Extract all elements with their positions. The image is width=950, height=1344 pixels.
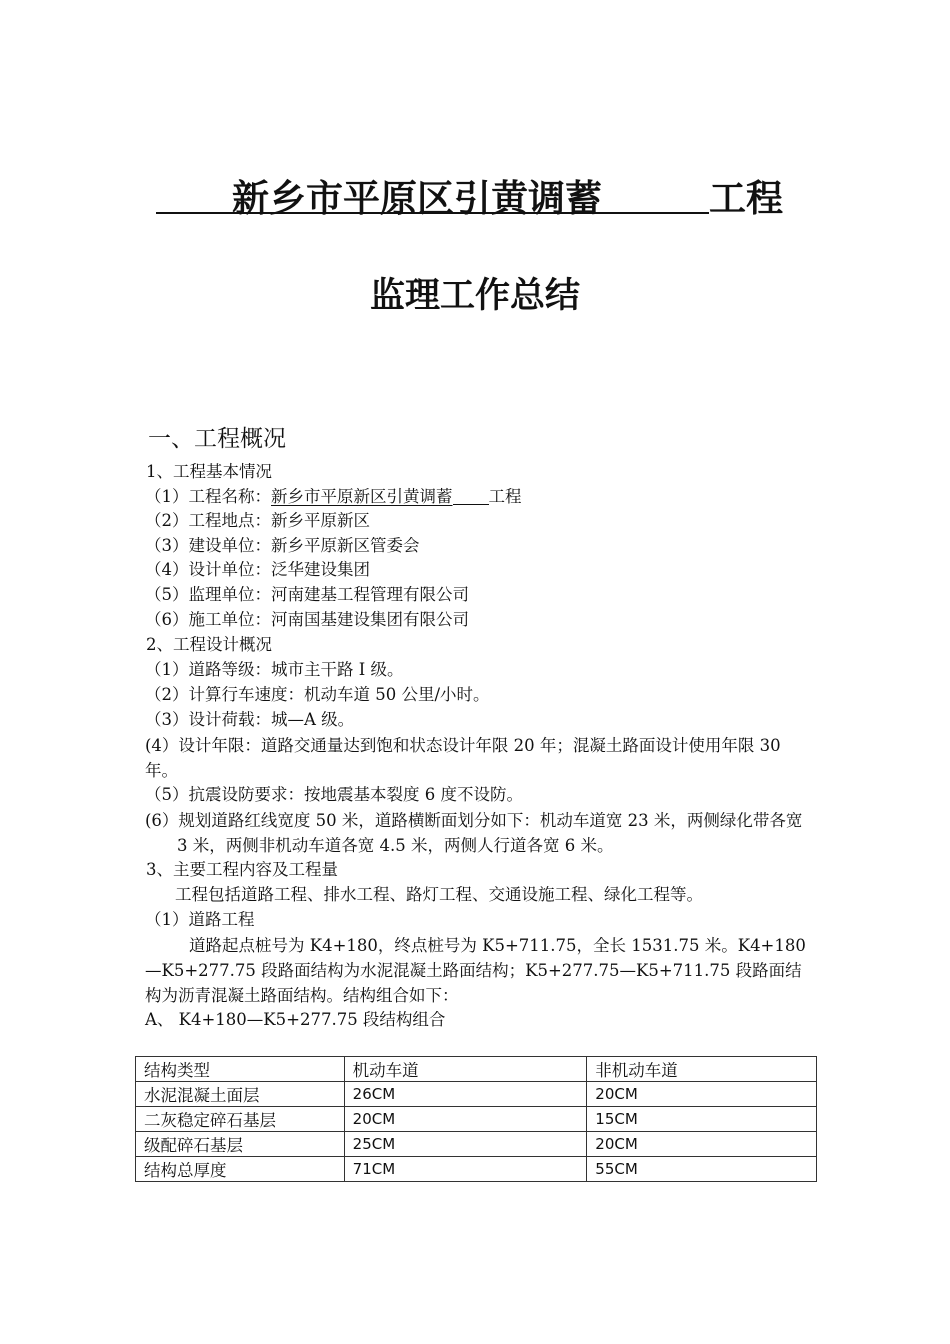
table-cell-layer: 结构总厚度 bbox=[136, 1157, 345, 1182]
info-value: 新乡平原新区管委会 bbox=[271, 536, 420, 555]
design-item: (4）设计年限：道路交通量达到饱和状态设计年限 20 年；混凝土路面设计使用年限 30 年。 bbox=[145, 736, 781, 780]
table-cell-motor: 25CM bbox=[344, 1132, 587, 1157]
table-cell-layer: 级配碎石基层 bbox=[136, 1132, 345, 1157]
info-item-designer bbox=[145, 558, 370, 582]
title-suffix: 工程 bbox=[709, 177, 783, 220]
info-value: 新乡市平原新区引黄调蓄 bbox=[271, 487, 453, 506]
info-item-location bbox=[145, 509, 370, 533]
info-item-contractor bbox=[145, 608, 469, 632]
design-item: (6）规划道路红线宽度 50 米，道路横断面划分如下：机动车道宽 23 米，两侧绿化带各宽 3 米，两侧非机动车道各宽 4.5 米，两侧人行道各宽 6 米。 bbox=[145, 811, 803, 855]
table-cell-layer: 二灰稳定碎石基层 bbox=[136, 1107, 345, 1132]
info-label: （6）施工单位： bbox=[145, 610, 271, 629]
info-label: （1）工程名称： bbox=[145, 487, 271, 506]
table-header-row bbox=[136, 1057, 817, 1082]
works-intro: 工程包括道路工程、排水工程、路灯工程、交通设施工程、绿化工程等。 bbox=[175, 885, 703, 904]
design-item: （2）计算行车速度：机动车道 50 公里/小时。 bbox=[145, 685, 490, 704]
table-row bbox=[136, 1107, 817, 1132]
table-cell-nonmotor: 55CM bbox=[587, 1157, 817, 1182]
structure-table bbox=[135, 1056, 817, 1182]
info-item-supervisor bbox=[145, 583, 469, 607]
info-item-project-name bbox=[145, 485, 522, 509]
subsection-heading: 2、工程设计概况 bbox=[146, 635, 272, 654]
design-item: （5）抗震设防要求：按地震基本裂度 6 度不设防。 bbox=[145, 785, 523, 804]
info-item-owner bbox=[145, 534, 420, 558]
info-label: （3）建设单位： bbox=[145, 536, 271, 555]
table-cell-layer: 水泥混凝土面层 bbox=[136, 1082, 345, 1107]
table-cell-motor: 71CM bbox=[344, 1157, 587, 1182]
road-works-paragraph: 道路起点桩号为 K4+180，终点桩号为 K5+711.75，全长 1531.75 米。K4+180—K5+277.75 段路面结构为水泥混凝土路面结构；K5+277.75—K5+711.75 段路面结构为沥青混凝土路面结构。结构组合如下： bbox=[145, 936, 806, 1005]
info-value: 河南国基建设集团有限公司 bbox=[271, 610, 469, 629]
info-suffix: 工程 bbox=[488, 487, 522, 506]
table-row bbox=[136, 1082, 817, 1107]
table-header-cell: 机动车道 bbox=[344, 1057, 587, 1082]
table-cell-motor: 20CM bbox=[344, 1107, 587, 1132]
document-title bbox=[156, 166, 796, 222]
table-cell-nonmotor: 15CM bbox=[587, 1107, 817, 1132]
info-value: 泛华建设集团 bbox=[271, 560, 370, 579]
section-heading: 一、工程概况 bbox=[148, 426, 286, 452]
info-label: （2）工程地点： bbox=[145, 511, 271, 530]
info-value: 河南建基工程管理有限公司 bbox=[271, 585, 469, 604]
table-cell-nonmotor: 20CM bbox=[587, 1082, 817, 1107]
segment-a-heading: A、 K4+180—K5+277.75 段结构组合 bbox=[145, 1010, 446, 1029]
table-cell-nonmotor: 20CM bbox=[587, 1132, 817, 1157]
table-header-cell: 非机动车道 bbox=[587, 1057, 817, 1082]
title-project-name: 新乡市平原区引黄调蓄 bbox=[232, 177, 602, 220]
design-item: （1）道路等级：城市主干路 I 级。 bbox=[145, 660, 404, 679]
subsection-heading: 1、工程基本情况 bbox=[146, 462, 272, 481]
table-cell-motor: 26CM bbox=[344, 1082, 587, 1107]
table-row bbox=[136, 1157, 817, 1182]
design-item: （3）设计荷载：城—A 级。 bbox=[145, 710, 355, 729]
table-header-cell: 结构类型 bbox=[136, 1057, 345, 1082]
table-row bbox=[136, 1132, 817, 1157]
document-subtitle: 监理工作总结 bbox=[369, 276, 580, 316]
subsection-heading: 3、主要工程内容及工程量 bbox=[146, 860, 338, 879]
road-works-heading: （1）道路工程 bbox=[145, 910, 255, 929]
info-label: （4）设计单位： bbox=[145, 560, 271, 579]
info-label: （5）监理单位： bbox=[145, 585, 271, 604]
info-value: 新乡平原新区 bbox=[271, 511, 370, 530]
blank-underline bbox=[453, 487, 489, 505]
